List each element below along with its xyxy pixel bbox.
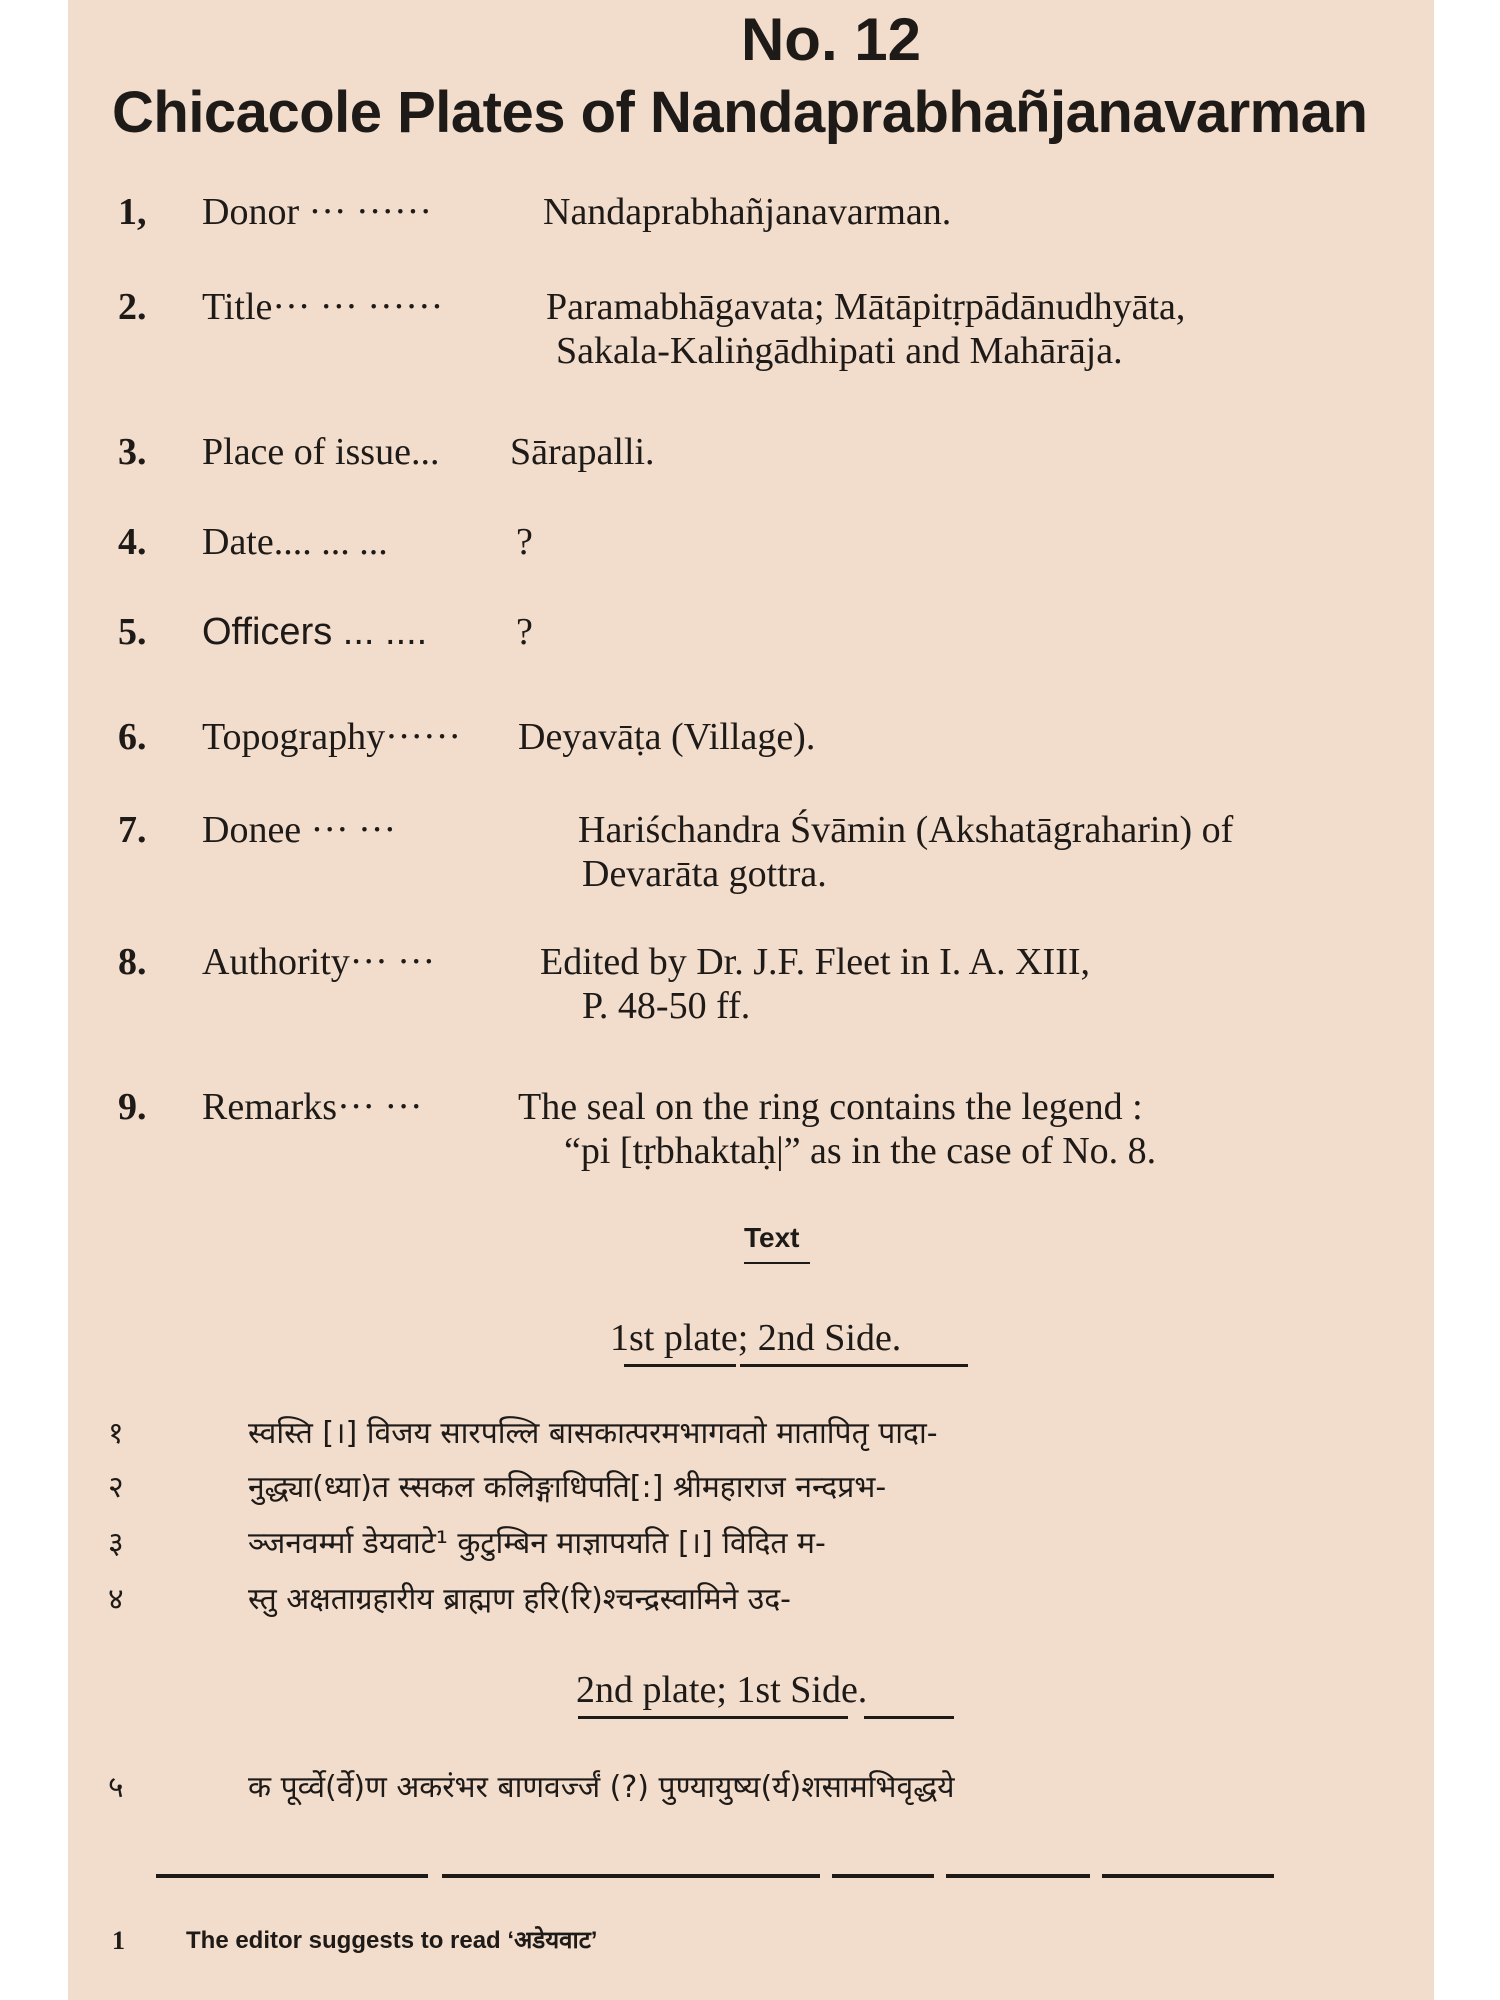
footnote-rule xyxy=(156,1874,428,1878)
entry-value: The seal on the ring contains the legend : xyxy=(518,1086,1143,1128)
entry-value: Deyavāṭa (Village). xyxy=(518,716,816,758)
footnote-number: 1 xyxy=(112,1926,125,1955)
entry-label: Topography······ xyxy=(202,716,462,758)
plate1-title: 1st plate; 2nd Side. xyxy=(610,1317,902,1359)
plate2-title-underline xyxy=(864,1716,954,1719)
line-text: स्तु अक्षताग्रहारीय ब्राह्मण हरि(रि)श्चन्द्रस्वामिने उद- xyxy=(248,1582,791,1617)
document-page xyxy=(68,0,1434,2000)
line-number: ५ xyxy=(108,1770,124,1805)
entry-value-continued: Devarāta gottra. xyxy=(582,853,827,895)
plate2-title: 2nd plate; 1st Side. xyxy=(576,1669,868,1711)
footnote-text: The editor suggests to read ‘अडेयवाट’ xyxy=(186,1927,598,1954)
line-number: ३ xyxy=(108,1526,124,1561)
entry-number: 1, xyxy=(118,191,147,233)
entry-number: 4. xyxy=(118,521,147,563)
inscription-number: No. 12 xyxy=(740,6,922,73)
entry-value: ? xyxy=(516,611,533,653)
entry-label: Date.... ... ... xyxy=(202,521,388,563)
footnote-rule xyxy=(832,1874,934,1878)
entry-value: Edited by Dr. J.F. Fleet in I. A. XIII, xyxy=(540,941,1091,983)
entry-label: Title··· ··· ······ xyxy=(202,286,444,328)
entry-number: 7. xyxy=(118,809,147,851)
line-number: १ xyxy=(108,1416,124,1451)
entry-label: Place of issue... xyxy=(202,431,440,473)
entry-value: ? xyxy=(516,521,533,563)
line-text: क पूर्व्वे(र्वे)ण अकरंभर बाणवर्ज्जं (?) पुण्यायुष्य(र्य)शसामभिवृद्धये xyxy=(248,1770,955,1805)
entry-label: Remarks··· ··· xyxy=(202,1086,423,1128)
entry-value-continued: Sakala-Kaliṅgādhipati and Mahārāja. xyxy=(556,330,1123,372)
plate1-title-underline xyxy=(624,1364,736,1367)
entry-number: 3. xyxy=(118,431,147,473)
plate2-title-underline xyxy=(578,1716,848,1719)
text-heading-underline xyxy=(744,1262,810,1264)
entry-value-continued: “pi [tṛbhaktaḥ|” as in the case of No. 8. xyxy=(564,1130,1157,1172)
entry-label: Donee ··· ··· xyxy=(202,809,397,851)
page-title: Chicacole Plates of Nandaprabhañjanavarman xyxy=(112,80,1368,145)
entry-label: Donor ··· ······ xyxy=(202,191,432,233)
footnote-rule xyxy=(946,1874,1090,1878)
entry-value: Nandaprabhañjanavarman. xyxy=(543,191,952,233)
entry-number: 9. xyxy=(118,1086,147,1128)
entry-number: 6. xyxy=(118,716,147,758)
entry-label: Authority··· ··· xyxy=(202,941,436,983)
plate1-title-underline xyxy=(740,1364,968,1367)
line-text: ञ्जनवर्म्मा डेयवाटे¹ कुटुम्बिन माज्ञापयति [।] विदित म- xyxy=(248,1526,826,1561)
entry-number: 8. xyxy=(118,941,147,983)
text-heading: Text xyxy=(744,1222,800,1253)
entry-value: Paramabhāgavata; Mātāpitṛpādānudhyāta, xyxy=(546,286,1186,328)
entry-number: 5. xyxy=(118,611,147,653)
entry-label: Officers ... .... xyxy=(202,611,428,653)
entry-value-continued: P. 48-50 ff. xyxy=(582,985,751,1027)
entry-value: Hariśchandra Śvāmin (Akshatāgraharin) of xyxy=(578,809,1234,851)
footnote-rule xyxy=(442,1874,820,1878)
entry-number: 2. xyxy=(118,286,147,328)
line-number: ४ xyxy=(108,1582,124,1617)
line-text: स्वस्ति [।] विजय सारपल्लि बासकात्परमभागवतो मातापितृ पादा- xyxy=(248,1416,938,1451)
line-text: नुद्ध्या(ध्या)त स्सकल कलिङ्गाधिपति[:] श्रीमहाराज नन्दप्रभ- xyxy=(248,1470,887,1505)
footnote-rule xyxy=(1102,1874,1274,1878)
entry-value: Sārapalli. xyxy=(510,431,655,473)
line-number: २ xyxy=(108,1470,124,1505)
